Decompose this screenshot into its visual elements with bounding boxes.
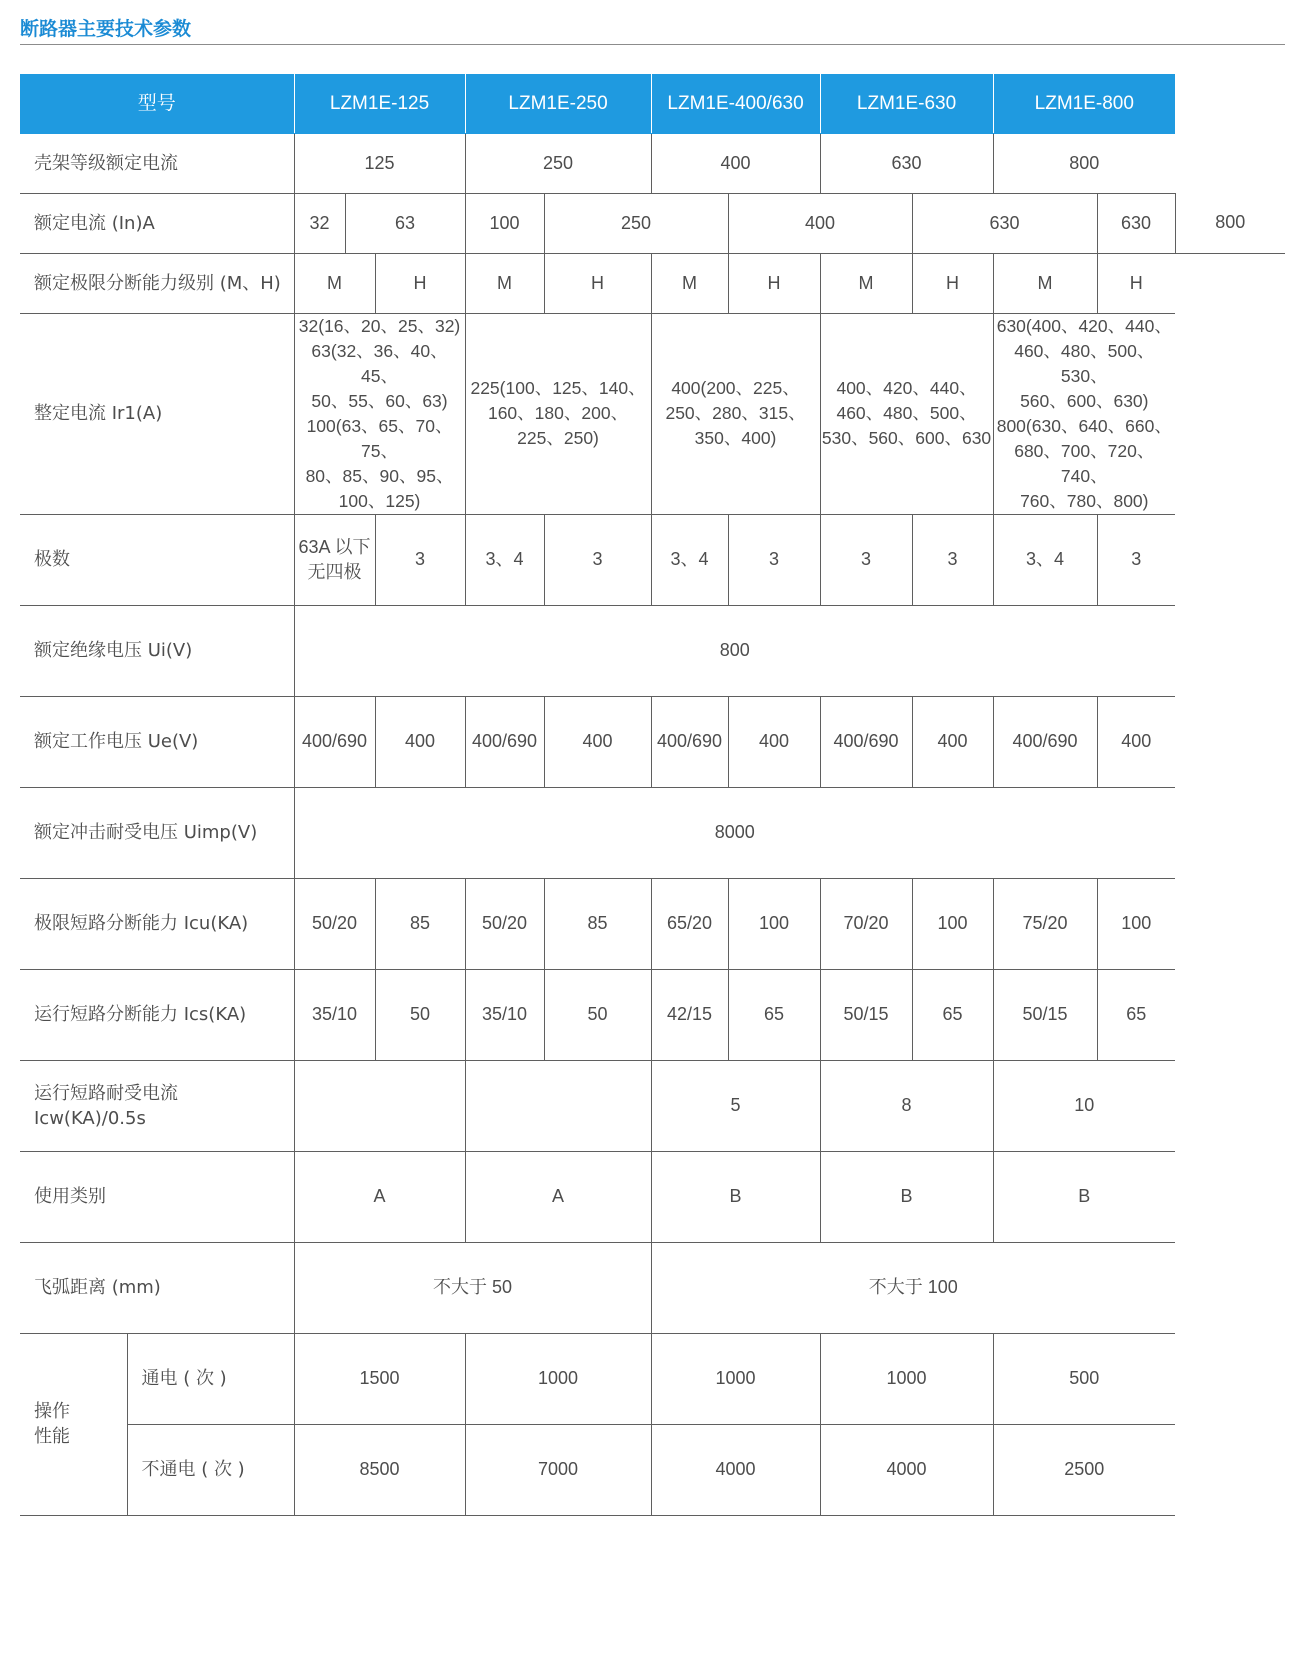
table-cell: 85 [544, 878, 651, 969]
icw-row [20, 1060, 1285, 1151]
table-cell: 42/15 [651, 969, 728, 1060]
operating-voltage-row [20, 696, 1285, 787]
table-cell: 630(400、420、440、 460、480、500、530、 560、600、630) 800(630、640、660、 680、700、720、740、 760、780、800) [993, 313, 1175, 514]
icu-row [20, 878, 1285, 969]
table-cell: 3 [728, 514, 820, 605]
row-label: 整定电流 Ir1(A) [20, 313, 294, 514]
table-cell: M [820, 253, 912, 313]
table-cell: 3、4 [465, 514, 544, 605]
table-cell: 2500 [993, 1424, 1175, 1515]
row-label: 运行短路分断能力 Ics(KA) [20, 969, 294, 1060]
table-cell: 630 [1097, 193, 1175, 253]
header-model-250: LZM1E-250 [465, 74, 651, 133]
table-cell: 不大于 50 [294, 1242, 651, 1333]
table-cell: 50 [544, 969, 651, 1060]
table-cell: M [993, 253, 1097, 313]
page-title: 断路器主要技术参数 [20, 18, 192, 40]
row-label: 飞弧距离 (mm) [20, 1242, 294, 1333]
table-cell: 50/15 [993, 969, 1097, 1060]
header-row [20, 74, 1285, 133]
insulation-voltage-row [20, 605, 1285, 696]
table-cell: 400/690 [993, 696, 1097, 787]
table-cell: 65 [1097, 969, 1175, 1060]
table-cell: 3 [912, 514, 993, 605]
table-cell: 不大于 100 [651, 1242, 1175, 1333]
table-cell: 3 [544, 514, 651, 605]
row-label: 通电 ( 次 ) [127, 1333, 294, 1424]
table-cell: 50/20 [294, 878, 375, 969]
table-cell: B [820, 1151, 993, 1242]
table-cell: M [651, 253, 728, 313]
table-cell: 75/20 [993, 878, 1097, 969]
table-cell: 4000 [820, 1424, 993, 1515]
category-row [20, 1151, 1285, 1242]
table-cell: 85 [375, 878, 465, 969]
table-cell: 50/15 [820, 969, 912, 1060]
table-cell: B [651, 1151, 820, 1242]
table-cell: 32 [294, 193, 345, 253]
table-cell: 3 [1097, 514, 1175, 605]
table-cell: 400 [544, 696, 651, 787]
table-cell: M [294, 253, 375, 313]
table-cell: 5 [651, 1060, 820, 1151]
ics-row [20, 969, 1285, 1060]
table-cell: 1500 [294, 1333, 465, 1424]
table-cell: 4000 [651, 1424, 820, 1515]
operation-powered-row [20, 1333, 1285, 1424]
table-cell: 800 [1175, 193, 1285, 253]
table-cell: 35/10 [465, 969, 544, 1060]
table-cell: 800 [294, 605, 1175, 696]
table-cell: 1000 [465, 1333, 651, 1424]
table-cell: 250 [544, 193, 728, 253]
header-model-125: LZM1E-125 [294, 74, 465, 133]
row-label: 极数 [20, 514, 294, 605]
spec-table [20, 74, 1285, 1516]
table-cell: 1000 [651, 1333, 820, 1424]
table-cell: M [465, 253, 544, 313]
table-cell: 10 [993, 1060, 1175, 1151]
table-cell: 50/20 [465, 878, 544, 969]
row-label: 额定电流 (In)A [20, 193, 294, 253]
table-cell: H [544, 253, 651, 313]
table-cell: 70/20 [820, 878, 912, 969]
table-cell: 100 [465, 193, 544, 253]
table-cell: 250 [465, 133, 651, 193]
table-cell: 400 [1097, 696, 1175, 787]
table-cell: 50 [375, 969, 465, 1060]
table-cell: 100 [912, 878, 993, 969]
table-cell: 400/690 [294, 696, 375, 787]
table-cell: H [912, 253, 993, 313]
table-cell: 400/690 [465, 696, 544, 787]
table-cell: 400 [912, 696, 993, 787]
header-model-label: 型号 [20, 74, 294, 133]
table-cell: 500 [993, 1333, 1175, 1424]
breaking-level-row [20, 253, 1285, 313]
table-cell: 100 [1097, 878, 1175, 969]
row-label: 极限短路分断能力 Icu(KA) [20, 878, 294, 969]
table-cell [294, 1060, 465, 1151]
row-label: 不通电 ( 次 ) [127, 1424, 294, 1515]
table-cell [465, 1060, 651, 1151]
table-cell: 65 [728, 969, 820, 1060]
poles-row [20, 514, 1285, 605]
table-cell: 8 [820, 1060, 993, 1151]
table-cell: A [465, 1151, 651, 1242]
table-cell: 3 [820, 514, 912, 605]
table-cell: 125 [294, 133, 465, 193]
header-model-630: LZM1E-630 [820, 74, 993, 133]
table-cell: 3、4 [993, 514, 1097, 605]
table-cell: 8000 [294, 787, 1175, 878]
header-model-800: LZM1E-800 [993, 74, 1175, 133]
table-cell: 630 [912, 193, 1097, 253]
table-cell: 225(100、125、140、 160、180、200、 225、250) [465, 313, 651, 514]
table-cell: 1000 [820, 1333, 993, 1424]
table-cell: 7000 [465, 1424, 651, 1515]
table-cell: 400/690 [651, 696, 728, 787]
operation-unpowered-row [20, 1424, 1285, 1515]
table-cell: 400 [375, 696, 465, 787]
header-model-400-630: LZM1E-400/630 [651, 74, 820, 133]
rated-current-row [20, 193, 1285, 253]
row-label: 额定绝缘电压 Ui(V) [20, 605, 294, 696]
table-cell: 400、420、440、 460、480、500、 530、560、600、630 [820, 313, 993, 514]
impulse-voltage-row [20, 787, 1285, 878]
table-cell: 3、4 [651, 514, 728, 605]
frame-current-row [20, 133, 1285, 193]
table-cell: 32(16、20、25、32) 63(32、36、40、45、 50、55、60、63) 100(63、65、70、75、 80、85、90、95、 100、125) [294, 313, 465, 514]
table-cell: 63 [345, 193, 465, 253]
table-cell: 800 [993, 133, 1175, 193]
table-cell: 3 [375, 514, 465, 605]
table-cell: 100 [728, 878, 820, 969]
table-cell: 630 [820, 133, 993, 193]
title-divider [20, 44, 1285, 45]
row-label-operation: 操作 性能 [20, 1333, 127, 1515]
row-label: 壳架等级额定电流 [20, 133, 294, 193]
row-label: 使用类别 [20, 1151, 294, 1242]
table-cell: 35/10 [294, 969, 375, 1060]
row-label: 运行短路耐受电流 Icw(KA)/0.5s [20, 1060, 294, 1151]
table-cell: 400 [651, 133, 820, 193]
table-cell: 400 [728, 193, 912, 253]
table-cell: 400 [728, 696, 820, 787]
setting-current-row [20, 313, 1285, 514]
table-cell: 400/690 [820, 696, 912, 787]
arc-distance-row [20, 1242, 1285, 1333]
table-cell: A [294, 1151, 465, 1242]
table-cell: H [375, 253, 465, 313]
table-cell: H [728, 253, 820, 313]
row-label: 额定工作电压 Ue(V) [20, 696, 294, 787]
row-label: 额定极限分断能力级别 (M、H) [20, 253, 294, 313]
table-cell: 63A 以下 无四极 [294, 514, 375, 605]
table-cell: B [993, 1151, 1175, 1242]
table-cell: H [1097, 253, 1175, 313]
row-label: 额定冲击耐受电压 Uimp(V) [20, 787, 294, 878]
table-cell: 8500 [294, 1424, 465, 1515]
table-cell: 65/20 [651, 878, 728, 969]
table-cell: 400(200、225、 250、280、315、 350、400) [651, 313, 820, 514]
table-cell: 65 [912, 969, 993, 1060]
